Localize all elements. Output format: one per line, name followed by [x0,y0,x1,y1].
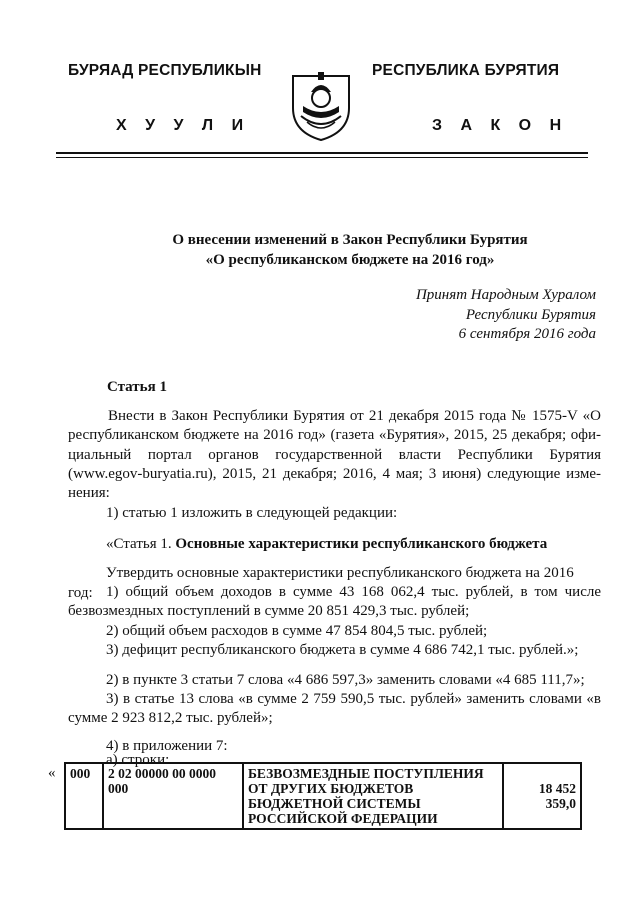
item-2: 2) в пункте 3 статьи 7 слова «4 686 597,3» заменить словами «4 685 111,7»; [106,672,585,688]
header-divider-thin [56,157,588,158]
intro-line1: Внести в Закон Республики Бурятия от 21 декабря 2015 года № 1575-V «О [108,408,601,424]
approve-line: Утвердить основные характеристики республиканского бюджета на 2016 год: [68,565,574,601]
header-left-title: БУРЯАД РЕСПУБЛИКЫН [68,62,262,79]
header-right-subtitle: З А К О Н [432,117,569,134]
quoted-article-prefix: «Статья 1. [106,536,176,552]
cell-amount: 18 452 359,0 [503,763,581,829]
quoted-article-title: Основные характеристики республиканского бюджета [175,536,548,552]
subitem-2: 2) общий объем расходов в сумме 47 854 804,5 тыс. рублей; [106,623,488,639]
adopted-date: 6 сентября 2016 года [458,326,596,342]
adopted-line2: Республики Бурятия [465,307,596,323]
header-right-title: РЕСПУБЛИКА БУРЯТИЯ [372,62,560,79]
table-row [65,763,581,829]
intro-line5: нения: [68,485,110,501]
law-title-line2: «О республиканском бюджете на 2016 год» [205,252,495,268]
law-title-line1: О внесении изменений в Закон Республики Бурятия [172,232,528,248]
cell-kbk: 2 02 00000 00 0000 000 [103,763,243,829]
intro-line4: (www.egov-buryatia.ru), 2015, 21 декабря; 2016, 4 мая; 3 июня) следующие изме- [68,466,601,482]
subitem-1-line2: безвозмездных поступлений в сумме 20 851 429,3 тыс. рублей; [68,603,470,619]
coat-of-arms-emblem [289,62,353,142]
cell-name: БЕЗВОЗМЕЗДНЫЕ ПОСТУПЛЕНИЯ ОТ ДРУГИХ БЮДЖЕТОВ БЮДЖЕТНОЙ СИСТЕМЫ РОССИЙСКОЙ ФЕДЕРАЦИИ [243,763,503,829]
budget-table [64,762,582,830]
intro-line2: республиканском бюджете на 2016 год» (газета «Бурятия», 2015, 25 декабря; офи- [68,427,601,443]
item-3-line1: 3) в статье 13 слова «в сумме 2 759 590,5 тыс. рублей» заменить словами «в [106,691,601,707]
item-4a: а) строки: [106,752,170,768]
quoted-article-heading [68,535,601,555]
header-divider [56,152,588,154]
intro-line3: циальный портал органов государственной власти Республики Бурятия [68,447,601,463]
article-heading: Статья 1 [107,379,167,395]
item-3-line2: сумме 2 923 812,2 тыс. рублей»; [68,710,273,726]
adopted-line1: Принят Народным Хуралом [415,287,596,303]
item-1: 1) статью 1 изложить в следующей редакции: [106,505,398,521]
table-open-quote: « [48,765,56,781]
header-left-subtitle: Х У У Л И [116,117,251,134]
subitem-1-line1: 1) общий объем доходов в сумме 43 168 062,4 тыс. рублей, в том числе [106,584,601,600]
item-4: 4) в приложении 7: [106,738,228,754]
cell-code: 000 [65,763,103,829]
subitem-3: 3) дефицит республиканского бюджета в сумме 4 686 742,1 тыс. рублей.»; [106,642,579,658]
